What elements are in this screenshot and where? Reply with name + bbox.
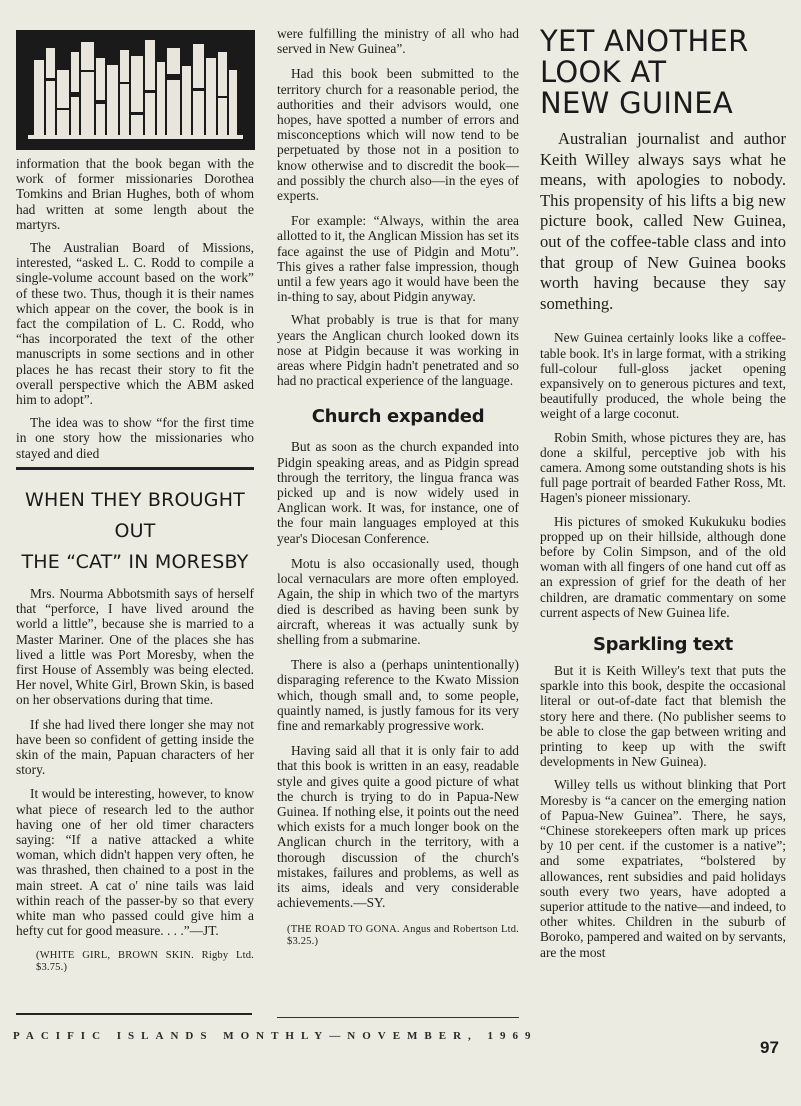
review-paragraph-2: If she had lived there longer she may not have been so confident of getting inside the skin of the main, Papuan characters of her story. bbox=[16, 716, 254, 778]
article-lead: Australian journalist and author Keith Willey always says what he means, with apologies to nobody. This propensity of his lifts a big new picture book, called New Guinea, out of the coffee-table class and into that group of New Guinea books worth having because they say something. bbox=[540, 129, 786, 313]
col3-paragraph-2: Robin Smith, whose pictures they are, has done a skilful, perceptive job with his camera. Among some outstanding shots is his full page portrait of bearded Father Ross, Mt. Hagen's pioneer missionary. bbox=[540, 429, 786, 506]
column-2-bottom-rule bbox=[277, 1017, 519, 1018]
review-white-girl bbox=[16, 485, 254, 974]
article-title-line-3: NEW GUINEA bbox=[540, 86, 734, 120]
col3-paragraph-3: His pictures of smoked Kukukuku bodies propped up on their hillside, although done before by Colin Simpson, and of the old woman with all fingers of one hand cut off as an expression of grief for the death of her children, are dramatic commentary on some current aspects of New Guinea life. bbox=[540, 513, 786, 620]
col3-paragraph-5: Willey tells us without blinking that Port Moresby is “a cancer on the emerging nation of Papua-New Guinea”. There, he says, “Chinese storekeepers often mark up prices by 10 per cent. if the customer is a native”; and some expatriates, “bolstered by allowances, rent subsidies and paid holidays south every two years, have adopted a superior attitude to the native—and indeed, to other whites. Children in the suburb of Boroko, pampered and waited on by servants, are the most bbox=[540, 777, 786, 960]
col2-paragraph-8: Having said all that it is only fair to add that this book is written in an easy, readable style and gives quite a good picture of what the church is trying to do in Papua-New Guinea. If nothing else, it points out the need which exists for a much longer book on the Anglican church in the territory, with a thorough discussion of the church's mistakes, failures and problems, as well as its aims, ideals and very considerable achievements.—SY. bbox=[277, 743, 519, 911]
book-source-white-girl: (WHITE GIRL, BROWN SKIN. Rigby Ltd. $3.75.) bbox=[36, 950, 254, 974]
bookshelf-illustration bbox=[16, 30, 255, 150]
article-title-line-1: YET ANOTHER bbox=[540, 24, 749, 58]
column-3 bbox=[540, 26, 786, 960]
book-source-road-to-gona: (THE ROAD TO GONA. Angus and Robertson Ltd. $3.25.) bbox=[287, 924, 519, 948]
col3-paragraph-1: New Guinea certainly looks like a coffee-table book. It's in large format, with a striking full-colour full-gloss jacket opening expansively on to generous pictures and text, beautifully produced, the whole being the weight of a large coconut. bbox=[540, 330, 786, 422]
col2-paragraph-1: were fulfilling the ministry of all who had served in New Guinea”. bbox=[277, 26, 519, 57]
page-footer bbox=[13, 1030, 783, 1052]
col2-paragraph-3: For example: “Always, within the area allotted to it, the Anglican Mission has set its face against the use of Pidgin and Motu”. This gives a rather false impression, though until a few years ago it would have been the in-thing to say, about Pidgin anyway. bbox=[277, 213, 519, 305]
subhead-sparkling-text: Sparkling text bbox=[593, 634, 733, 655]
paragraph-board: The Australian Board of Missions, interested, “asked L. C. Rodd to compile a single-volume account based on the work” of these two. Thus, though it is their names which appear on the cover, the book is in fact the compilation of L. C. Rodd, who “has incorporated the text of the other manuscripts in some sections and in other places he has recast their story to fit the overall perspective which the ABM asked him to adopt”. bbox=[16, 240, 254, 408]
review-title-line-2: THE “CAT” IN MORESBY bbox=[21, 551, 249, 573]
col2-paragraph-4: What probably is true is that for many years the Anglican church looked down its nose at Pidgin because it was working in areas where Pidgin hadn't penetrated and so had no practical experience of the language. bbox=[277, 312, 519, 389]
article-title-line-2: LOOK AT bbox=[540, 55, 667, 89]
section-divider bbox=[16, 467, 254, 470]
column-1-bottom-rule bbox=[16, 1013, 252, 1015]
review-title-line-1: WHEN THEY BROUGHT OUT bbox=[25, 489, 245, 542]
column-2 bbox=[277, 26, 519, 948]
col2-paragraph-5: But as soon as the church expanded into Pidgin speaking areas, and as Pidgin spread through the territory, the lingua franca was picked up and is now widely used in Anglican work. It was, for instance, one of the four main languages employed at this year's Diocesan Conference. bbox=[277, 439, 519, 546]
col3-paragraph-4: But it is Keith Willey's text that puts the sparkle into this book, despite the occasional literal or out-of-date fact that blemish the story here and there. (No publisher seems to be able to close the gap between writing and printing to keep up with the swift developments in New Guinea). bbox=[540, 663, 786, 770]
review-paragraph-3: It would be interesting, however, to know what piece of research led to the author having one of her old timer characters saying: “If a native attacked a white woman, which didn't happen very often, he was thrashed, then chained to a post in the main street. A cat o' nine tails was laid within reach of the passer-by so that every white man who passed could give him a hefty cut for good measure. . . .”—JT. bbox=[16, 786, 254, 939]
magazine-issue-line: PACIFIC ISLANDS MONTHLY—NOVEMBER, 1969 bbox=[13, 1030, 538, 1042]
paragraph-intro: information that the book began with the work of former missionaries Dorothea Tomkins and Brian Hughes, both of whom had written at some length about the martyrs. bbox=[16, 156, 254, 232]
page-number: 97 bbox=[760, 1038, 779, 1057]
review-paragraph-1: Mrs. Nourma Abbotsmith says of herself that “perforce, I have lived around the world a little”, because she is married to a Master Mariner. One of the places she has lived a little was Port Moresby, when the first House of Assembly was being elected. Her novel, White Girl, Brown Skin, is based on her observations during that time. bbox=[16, 586, 254, 708]
col2-paragraph-2: Had this book been submitted to the territory church for a reasonable period, the authorities and their advisors would, one hopes, have spotted a number of errors and misconceptions which will now tend to be perpetuated by those not in a position to know otherwise and to discredit the book—and possibly the church also—in the eyes of experts. bbox=[277, 66, 519, 204]
col2-paragraph-6: Motu is also occasionally used, though local vernaculars are more often employed. Again, the ship in which two of the martyrs died is described as having been sunk by aircraft, whereas it was actually sunk by shelling from a submarine. bbox=[277, 555, 519, 647]
subhead-church-expanded: Church expanded bbox=[311, 406, 485, 428]
books-graphic bbox=[16, 30, 255, 150]
paragraph-idea: The idea was to show “for the first time in one story how the missionaries who stayed and died bbox=[16, 415, 254, 461]
column-1 bbox=[16, 156, 254, 461]
col2-paragraph-7: There is also a (perhaps unintentionally) disparaging reference to the Kwato Mission which, though small and, to some people, quaintly named, is justly famous for its very fine and remarkably progressive work. bbox=[277, 657, 519, 733]
